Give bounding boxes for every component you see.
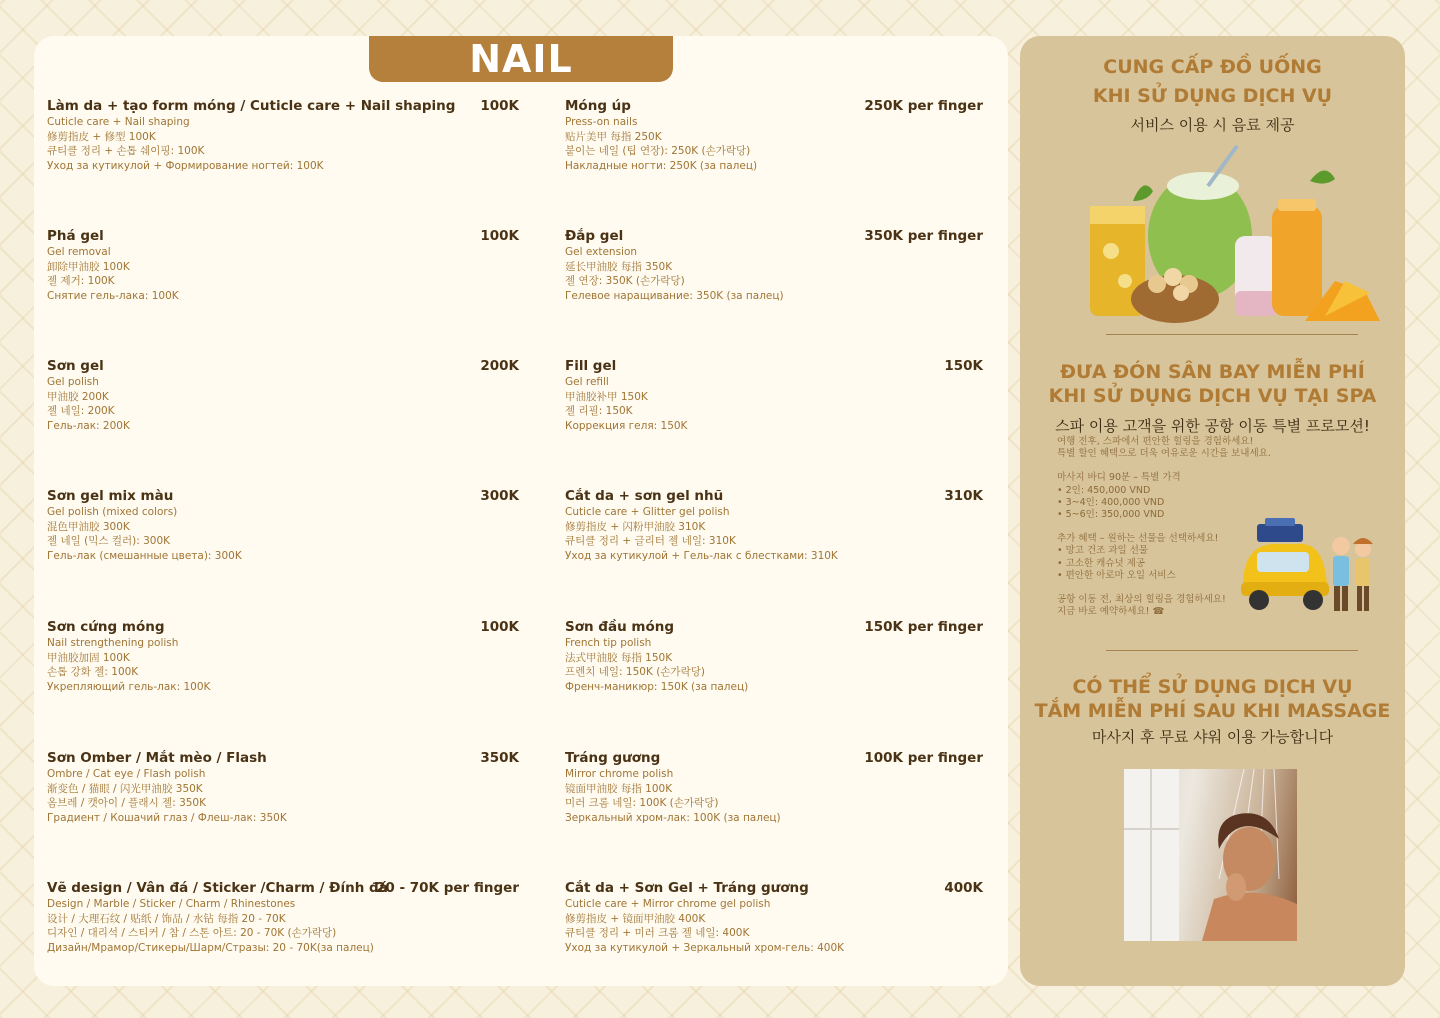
service-item [47,98,519,208]
service-translation: 镜面甲油胶 每指 100K [565,782,673,795]
service-translation: Design / Marble / Sticker / Charm / Rhinestones [47,898,296,910]
promo-line: 지금 바로 예약하세요! ☎ [1057,606,1165,618]
service-item [565,358,983,468]
service-translation: 젤 연장: 350K (손가락당) [565,275,685,287]
service-name: Sơn gel mix màu [47,488,174,504]
service-translation: Градиент / Кошачий глаз / Флеш-лак: 350K [47,811,287,824]
service-translation: Gel polish [47,376,99,388]
service-translation: 法式甲油胶 每指 150K [565,651,673,664]
promo-line: • 5~6인: 350,000 VND [1057,509,1165,521]
service-name: Vẽ design / Vân đá / Sticker /Charm / Đính đá [47,880,388,896]
service-price: 100K per finger [864,750,983,766]
service-price: 350K per finger [864,228,983,244]
service-translation: 큐티클 정리 + 글리터 젤 네일: 310K [565,535,736,547]
service-translation: 옴브레 / 캣아이 / 플래시 젤: 350K [47,797,206,809]
promo-line: • 편안한 아로마 오일 서비스 [1057,569,1176,581]
service-translation: 修剪指皮 + 镜面甲油胶 400K [565,912,706,925]
service-name: Phá gel [47,228,104,244]
service-translation: 손톱 강화 젤: 100K [47,666,139,678]
promo-line: 공항 이동 전, 최상의 힐링을 경험하세요! [1057,594,1226,606]
service-translation: Ombre / Cat eye / Flash polish [47,768,206,780]
service-translation: Press-on nails [565,116,638,128]
service-translation: 修剪指皮 + 修型 100K [47,130,156,143]
shower-photo [1124,769,1297,941]
service-translation: Cuticle care + Mirror chrome gel polish [565,898,771,910]
airport-promo-text [1057,436,1271,618]
drinks-heading-line-2: KHI SỬ DỤNG DỊCH VỤ [1092,85,1333,107]
service-translation: 贴片美甲 每指 250K [565,130,662,143]
promo-line: • 2인: 450,000 VND [1057,484,1151,496]
service-item [565,228,983,338]
service-price: 250K per finger [864,98,983,114]
service-translation: 큐티클 정리 + 손톱 쉐이핑: 100K [47,145,205,157]
service-name: Sơn Omber / Mắt mèo / Flash [47,750,267,766]
service-translation: 设计 / 大理石纹 / 贴纸 / 饰品 / 水钻 每指 20 - 70K [47,912,286,925]
service-price: 300K [480,488,519,504]
service-translation: 미러 크롬 네일: 100K (손가락당) [565,797,719,809]
service-item [47,228,519,338]
promo-sidebar [1020,36,1405,986]
service-translation: 디자인 / 대리석 / 스티커 / 참 / 스톤 아트: 20 - 70K (손가락당) [47,927,337,939]
service-translation: Гелевое наращивание: 350K (за палец) [565,289,784,302]
service-item [47,619,519,729]
service-item [565,880,983,990]
service-item [47,358,519,468]
service-item [565,619,983,729]
service-name: Cắt da + sơn gel nhũ [565,488,724,504]
service-translation: Cuticle care + Nail shaping [47,116,190,128]
service-translation: Gel refill [565,376,609,388]
service-translation: 甲油胶加固 100K [47,651,130,664]
service-price: 350K [480,750,519,766]
airport-heading-line-1: ĐƯA ĐÓN SÂN BAY MIỄN PHÍ [1060,361,1365,383]
service-name: Sơn đầu móng [565,619,675,635]
section-divider [1106,650,1358,651]
service-translation: 젤 네일 (믹스 컬러): 300K [47,535,171,547]
service-translation: 젤 리필: 150K [565,405,633,417]
service-translation: 붙이는 네일 (팁 연장): 250K (손가락당) [565,145,751,157]
service-translation: Зеркальный хром-лак: 100K (за палец) [565,811,781,824]
service-translation: Дизайн/Мрамор/Стикеры/Шарм/Стразы: 20 - 70K(за палец) [47,941,374,954]
service-translation: Cuticle care + Glitter gel polish [565,506,730,518]
promo-line: • 망고 건조 과일 선물 [1057,545,1149,557]
shower-heading-line-1: CÓ THỂ SỬ DỤNG DỊCH VỤ [1072,676,1353,698]
promo-line: 추가 혜택 – 원하는 선물을 선택하세요! [1057,533,1219,545]
shower-heading-line-2: TẮM MIỄN PHÍ SAU KHI MASSAGE [1034,700,1391,722]
service-translation: Уход за кутикулой + Зеркальный хром-гель: 400K [565,941,845,954]
section-divider [1106,334,1358,335]
service-translation: Гель-лак (смешанные цвета): 300K [47,549,242,562]
service-translation: Gel extension [565,246,638,258]
service-translation: 混色甲油胶 300K [47,520,130,533]
service-price: 20 - 70K per finger [375,880,519,896]
service-translation: Гель-лак: 200K [47,419,130,432]
service-translation: Уход за кутикулой + Формирование ногтей: 100K [47,159,324,172]
service-price: 100K [480,98,519,114]
service-item [47,880,519,990]
promo-line: • 고소한 캐슈넛 제공 [1057,557,1146,569]
service-name: Móng úp [565,98,631,114]
service-item [47,488,519,598]
service-translation: Gel polish (mixed colors) [47,506,178,518]
service-translation: 修剪指皮 + 闪粉甲油胶 310K [565,520,706,533]
service-price: 150K per finger [864,619,983,635]
drinks-illustration [1085,141,1385,331]
service-price: 200K [480,358,519,374]
drinks-korean: 서비스 이용 시 음료 제공 [1130,116,1295,134]
service-translation: 프렌치 네일: 150K (손가락당) [565,666,705,678]
service-translation: 젤 네일: 200K [47,405,115,417]
service-translation: Коррекция геля: 150K [565,419,688,432]
service-price: 150K [944,358,983,374]
service-translation: Mirror chrome polish [565,768,674,780]
service-name: Sơn cứng móng [47,619,165,635]
promo-line: 여행 전후, 스파에서 편안한 힐링을 경험하세요! [1057,436,1254,447]
service-translation: 卸除甲油胶 100K [47,260,130,273]
service-translation: 延长甲油胶 每指 350K [565,260,673,273]
service-translation: Френч-маникюр: 150K (за палец) [565,680,749,693]
promo-line: • 3~4인: 400,000 VND [1057,496,1165,508]
service-name: Đắp gel [565,228,624,244]
service-translation: French tip polish [565,637,652,649]
service-item [565,488,983,598]
service-translation: Gel removal [47,246,111,258]
airport-korean: 스파 이용 고객을 위한 공항 이동 특별 프로모션! [1055,417,1370,435]
service-item [565,750,983,860]
airport-heading-line-2: KHI SỬ DỤNG DỊCH VỤ TẠI SPA [1048,385,1377,407]
menu-title: NAIL [369,36,673,82]
promo-line: 마사지 바디 90분 – 특별 가격 [1057,472,1181,484]
promo-line: 특별 할인 혜택으로 더욱 여유로운 시간을 보내세요. [1057,448,1271,460]
nail-menu-card [34,36,1008,986]
service-price: 310K [944,488,983,504]
drinks-heading-line-1: CUNG CẤP ĐỒ UỐNG [1103,56,1322,78]
service-price: 100K [480,619,519,635]
service-translation: 젤 제거: 100K [47,275,115,287]
service-name: Sơn gel [47,358,104,374]
service-price: 400K [944,880,983,896]
service-name: Làm da + tạo form móng / Cuticle care + Nail shaping [47,98,456,114]
airport-car-illustration [1235,516,1375,621]
service-translation: 큐티클 정리 + 미러 크롬 젤 네일: 400K [565,927,750,939]
service-translation: 甲油胶 200K [47,390,109,403]
service-name: Cắt da + Sơn Gel + Tráng gương [565,880,809,896]
service-name: Fill gel [565,358,617,374]
service-item [565,98,983,208]
service-translation: Уход за кутикулой + Гель-лак с блестками: 310K [565,549,838,562]
service-price: 100K [480,228,519,244]
service-translation: 渐变色 / 猫眼 / 闪光甲油胶 350K [47,782,203,795]
service-translation: Nail strengthening polish [47,637,179,649]
service-translation: Снятие гель-лака: 100K [47,289,179,302]
service-translation: Накладные ногти: 250K (за палец) [565,159,758,172]
service-name: Tráng gương [565,750,661,766]
service-translation: 甲油胶补甲 150K [565,390,648,403]
service-item [47,750,519,860]
shower-korean: 마사지 후 무료 샤워 이용 가능합니다 [1091,728,1334,746]
service-translation: Укрепляющий гель-лак: 100K [47,680,211,693]
